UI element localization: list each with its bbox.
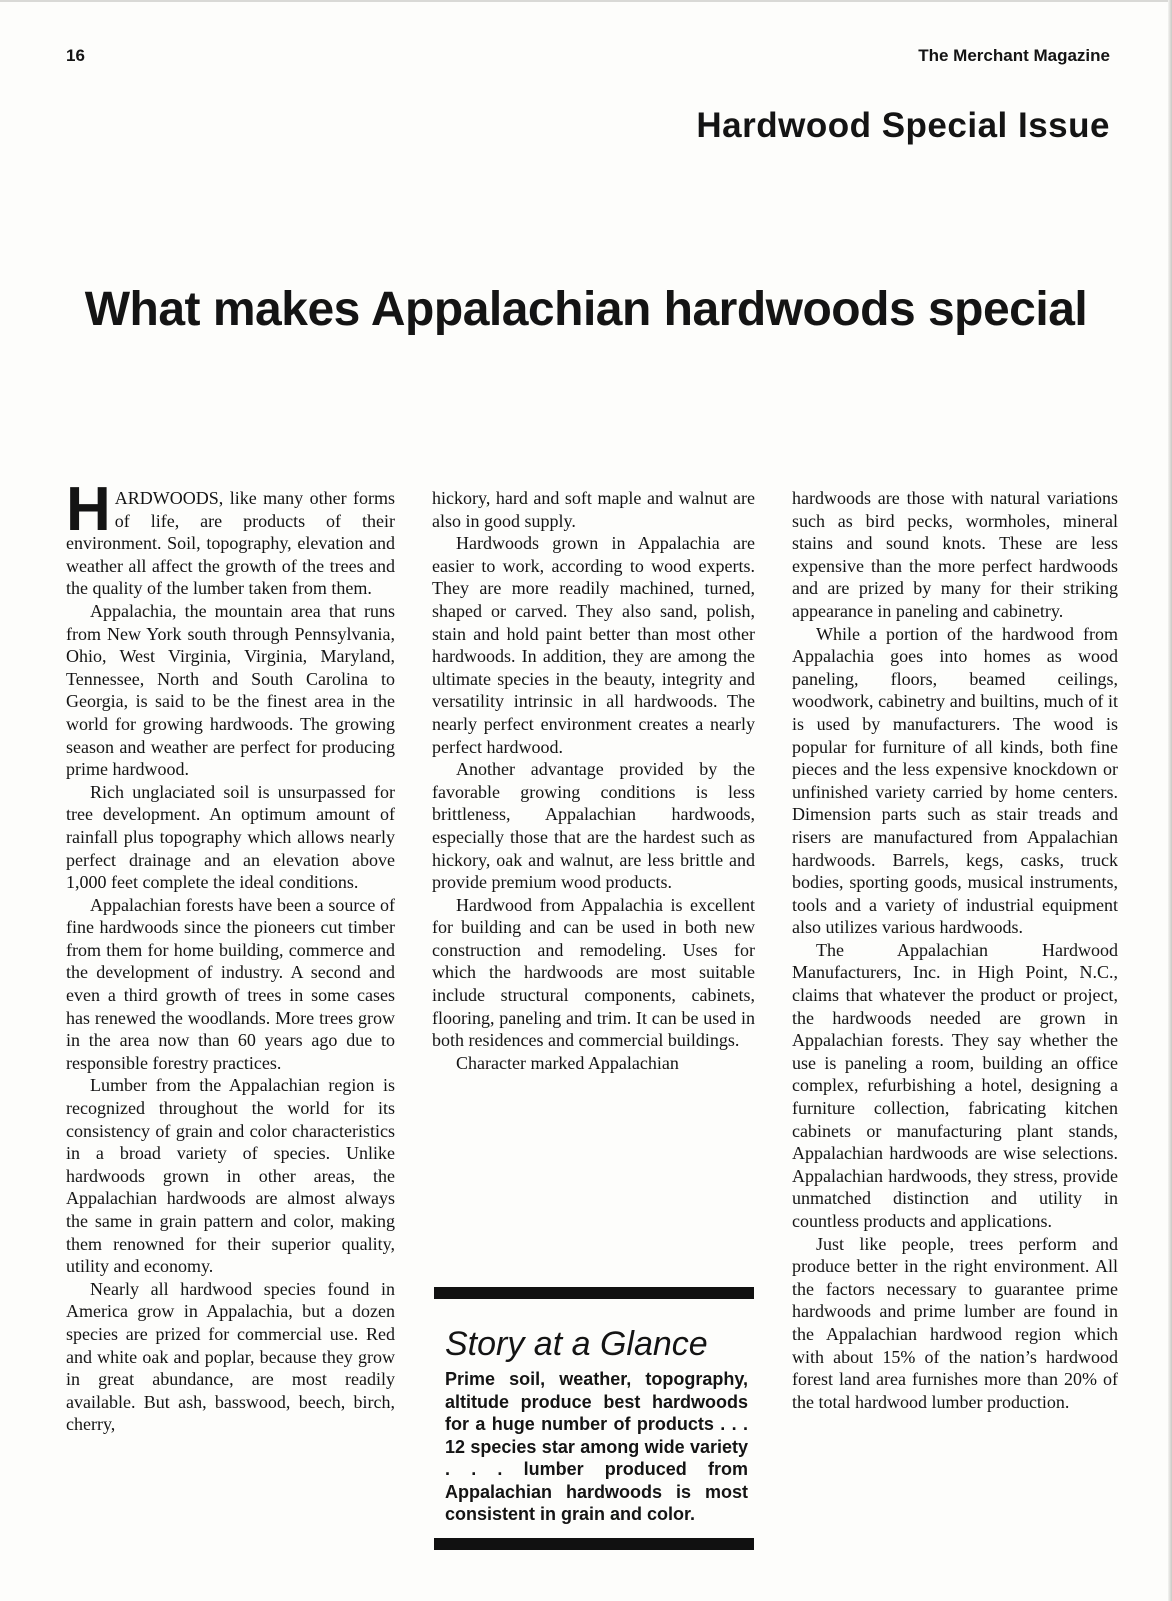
paragraph: Lumber from the Appalachian region is recognized throughout the world for its consistency of grain and color characteristics in a broad variety of species. Unlike hardwoods grown in other areas, the Appalachian hardwoods are almost always the same in grain pattern and color, making them renowned for their superior quality, utility and economy. <box>66 1075 395 1277</box>
paragraph: hickory, hard and soft maple and walnut are also in good supply. <box>432 488 755 531</box>
paragraph-text: ARDWOODS, like many other forms of life, are products of their environment. Soil, topography, elevation and weather all affect the growth of the trees and the quality of the lumber taken from them. <box>66 488 395 599</box>
paragraph: Just like people, trees perform and produce better in the right environment. All the factors necessary to guarantee prime hardwoods and prime lumber are found in the Appalachian hardwood region which with about 15% of the nation’s hardwood forest land area furnishes more than 20% of the total hardwood lumber production. <box>792 1233 1118 1412</box>
page-top-rule <box>0 0 1172 2</box>
article-column-2 <box>432 487 755 1074</box>
glance-bottom-rule <box>434 1538 754 1550</box>
article-headline: What makes Appalachian hardwoods special <box>84 283 1088 336</box>
paragraph: The Appalachian Hardwood Manufacturers, Inc. in High Point, N.C., claims that whatever the product or project, the hardwoods needed are grown in Appalachian forests. They say whether the use is paneling a room, building an office complex, refurbishing a hotel, designing a furniture collection, fabricating kitchen cabinets or manufacturing plant stands, Appalachian hardwoods are wise selections. Appalachian hardwoods, they stress, provide unmatched distinction and utility in countless products and applications. <box>792 939 1118 1231</box>
paragraph: Another advantage provided by the favorable growing conditions is less brittleness, Appalachian hardwoods, especially those that are the hardest such as hickory, oak and walnut, are less brittle and provide premium wood products. <box>432 759 755 893</box>
paragraph: hardwoods are those with natural variations such as bird pecks, wormholes, mineral stains and sound knots. These are less expensive than the more perfect hardwoods and are prized by many for their striking appearance in paneling and cabinetry. <box>792 488 1118 621</box>
paragraph: Hardwood from Appalachia is excellent for building and can be used in both new construction and remodeling. Uses for which the hardwoods are most suitable include structural components, cabinets, flooring, paneling and trim. It can be used in both residences and commercial buildings. <box>432 894 755 1051</box>
paragraph <box>66 475 395 600</box>
paragraph: Character marked Appalachian <box>456 1052 679 1073</box>
glance-top-rule <box>434 1287 754 1299</box>
page-right-edge <box>1168 0 1172 1601</box>
drop-cap: H <box>66 475 111 544</box>
paragraph: Appalachia, the mountain area that runs from New York south through Pennsylvania, Ohio, West Virginia, Virginia, Maryland, Tennessee, North and South Carolina to Georgia, is said to be the finest area in the world for growing hardwoods. The growing season and weather are perfect for producing prime hardwood. <box>66 600 395 780</box>
paragraph: Nearly all hardwood species found in America grow in Appalachia, but a dozen species are prized for commercial use. Red and white oak and poplar, because they grow in great abundance, are most readily available. But ash, basswood, beech, birch, cherry, <box>66 1278 395 1435</box>
glance-summary: Prime soil, weather, topography, altitude produce best hardwoods for a huge number of products . . . 12 species star among wide variety . . . lumber produced from Appalachian hardwoods is most consistent in grain and color. <box>445 1369 748 1524</box>
article-column-3 <box>792 487 1118 1413</box>
paragraph: Hardwoods grown in Appalachia are easier to work, according to wood experts. They are more readily machined, turned, shaped or carved. They also sand, polish, stain and hold paint better than most other hardwoods. In addition, they are among the ultimate species in the beauty, integrity and versatility intrinsic in all hardwoods. The nearly perfect environment creates a nearly perfect hardwood. <box>432 533 755 757</box>
paragraph: Appalachian forests have been a source of fine hardwoods since the pioneers cut timber from them for home building, commerce and the development of industry. A second and even a third growth of trees in some cases has renewed the woodlands. More trees grow in the area now than 60 years ago due to responsible forestry practices. <box>66 894 395 1073</box>
story-at-a-glance-box <box>434 1287 754 1550</box>
paragraph: While a portion of the hardwood from Appalachia goes into homes as wood paneling, floors, beamed ceilings, woodwork, cabinetry and builtins, much of it is used by manufacturers. The wood is popular for furniture of all kinds, both fine pieces and the less expensive knockdown or unfinished variety carried by home centers. Dimension parts such as stair treads and risers are manufactured from Appalachian hardwoods. Barrels, kegs, casks, truck bodies, sporting goods, musical instruments, tools and a variety of industrial equipment also utilizes various hardwoods. <box>792 623 1118 938</box>
glance-title: Story at a Glance <box>445 1325 708 1363</box>
paragraph: Rich unglaciated soil is unsurpassed for tree development. An optimum amount of rainfall plus topography which allows nearly perfect drainage and an elevation above 1,000 feet complete the ideal conditions. <box>66 781 395 893</box>
page-number: 16 <box>66 46 85 65</box>
magazine-title: The Merchant Magazine <box>918 46 1110 65</box>
article-column-1 <box>66 475 395 1436</box>
issue-title: Hardwood Special Issue <box>696 106 1110 145</box>
